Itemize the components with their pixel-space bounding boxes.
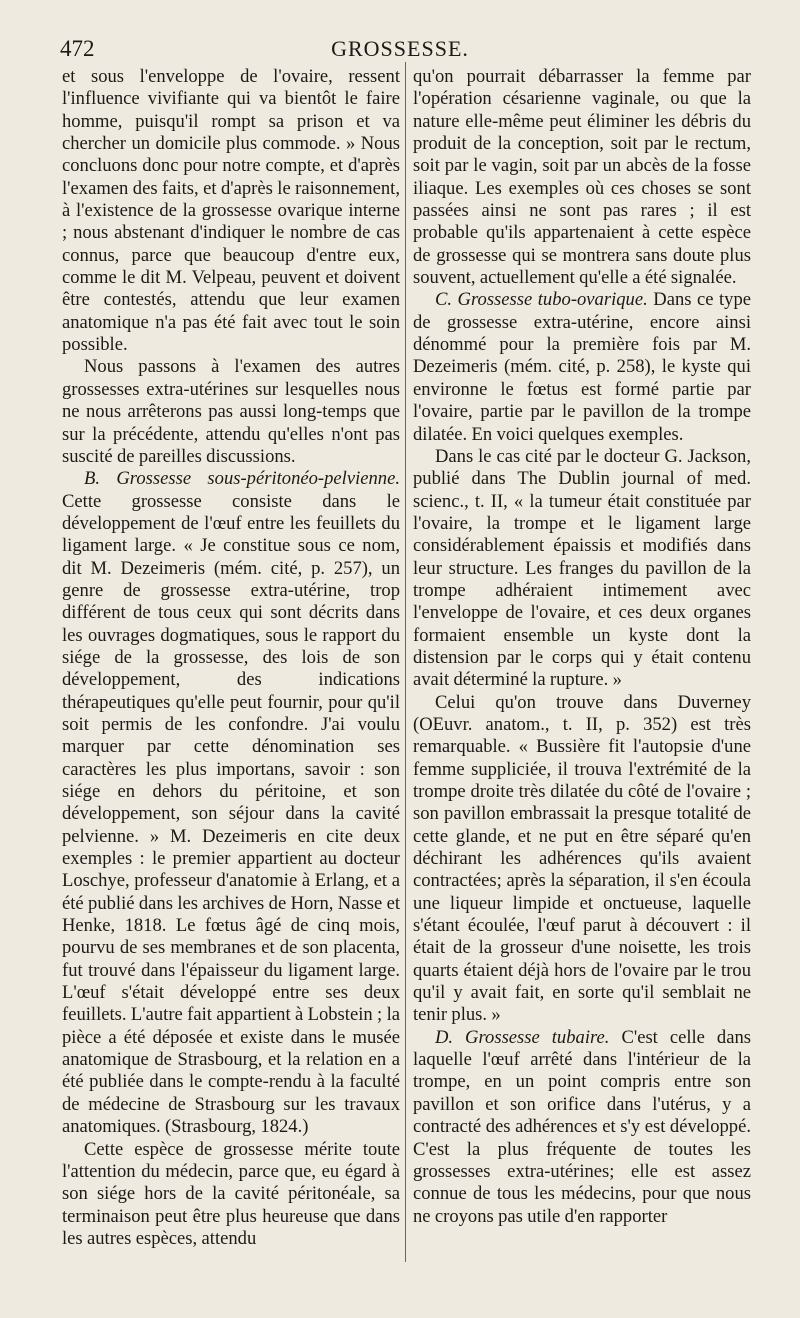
column-divider xyxy=(405,62,406,1262)
page-header xyxy=(0,36,800,68)
paragraph-continuation: qu'on pourrait débarrasser la femme par l'opération césarienne vaginale, ou que la nature elle-même peut éliminer les débris du produit de la conception, soit par le rectum, soit par le vagin, soit par un abcès de la fosse iliaque. Les exemples où ces choses se sont passées ainsi ne sont pas rares ; il est probable qu'ils appartenaient à cette espèce de grossesse qui se montrera sans doute plus souvent, actuellement qu'elle a été signalée. xyxy=(413,66,751,289)
section-heading-d: D. Grossesse tubaire. xyxy=(435,1026,610,1048)
paragraph: Celui qu'on trouve dans Duverney (OEuvr. anatom., t. II, p. 352) est très remarquable. « Bussière fit l'autopsie d'une femme suppliciée, il trouva l'extrémité de la trompe droite très dilatée du côté de l'ovaire ; son pavillon embrassait la presque totalité de cette glande, et ne put en être séparé qu'en déchirant les adhérences qu'ils avaient contractées; après la séparation, il s'en écoula une liqueur limpide et onctueuse, laquelle s'étant écoulée, l'œuf parut à découvert : il était de la grosseur d'une noisette, les trois quarts étaient déjà hors de l'ovaire par le trou qu'il y avait fait, en sorte qu'il semblait ne tenir plus. » xyxy=(413,691,751,1026)
left-column xyxy=(62,66,400,1250)
page-number: 472 xyxy=(60,36,95,61)
section-text-d: C'est celle dans laquelle l'œuf arrêté dans l'intérieur de la trompe, en un point compris entre son pavillon et son orifice dans l'utérus, y a contracté des adhérences et s'y est développé. C'est la plus fréquente de toutes les grossesses extra-utérines; elle est assez connue de tous les médecins, pour que nous ne croyons pas utile d'en rapporter xyxy=(413,1026,751,1227)
paragraph-continuation: et sous l'enveloppe de l'ovaire, ressent l'influence vivifiante qui va bientôt le faire homme, puisqu'il rompt sa prison et va chercher un domicile plus commode. » Nous concluons donc pour notre compte, et d'après l'examen des faits, et d'après le raisonnement, à l'existence de la grossesse ovarique interne ; nous abstenant d'indiquer le nombre de cas connus, parce que beaucoup d'entre eux, comme le dit M. Velpeau, peuvent et doivent être contestés, attendu que leur examen anatomique n'a pas été fait avec tout le soin possible. xyxy=(62,66,400,356)
section-paragraph-d xyxy=(413,1027,751,1228)
section-heading-c: C. Grossesse tubo-ovarique. xyxy=(435,289,648,311)
section-paragraph-b xyxy=(62,468,400,1138)
section-text-c: Dans ce type de grossesse extra-utérine, encore ainsi dénommé pour la première fois par M. Dezeimeris (mém. cité, p. 258), le kyste qui environne le fœtus est formé partie par l'ovaire, partie par le pavillon de la trompe dilatée. En voici quelques exemples. xyxy=(413,289,751,445)
running-head: GROSSESSE. xyxy=(331,36,469,61)
paragraph: Nous passons à l'examen des autres grossesses extra-utérines sur lesquelles nous ne nous arrêterons pas aussi long-temps que sur la précédente, attendu qu'elles n'ont pas suscité de pareilles discussions. xyxy=(62,356,400,467)
paragraph: Cette espèce de grossesse mérite toute l'attention du médecin, parce que, eu égard à son siége hors de la cavité péritonéale, sa terminaison peut être plus heureuse que dans les autres espèces, attendu xyxy=(62,1138,400,1249)
section-heading-b: B. Grossesse sous-péritonéo-pelvienne. xyxy=(84,468,400,490)
paragraph: Dans le cas cité par le docteur G. Jackson, publié dans The Dublin journal of med. scienc., t. II, « la tumeur était constituée par l'ovaire, la trompe et le ligament large considérablement épaissis et modifiés dans leur structure. Les franges du pavillon de la trompe adhéraient intimement avec l'enveloppe de l'ovaire, et ces deux organes formaient ensemble un kyste dont la distension par le corps qui y était contenu avait déterminé la rupture. » xyxy=(413,445,751,691)
section-text-b: Cette grossesse consiste dans le développement de l'œuf entre les feuillets du ligament large. « Je constitue sous ce nom, dit M. Dezeimeris (mém. cité, p. 257), un genre de grossesse extra-utérine, trop différent de tous ceux qui sont décrits dans les ouvrages dogmatiques, sous le rapport du siége de la grossesse, des lois de son développement, des indications thérapeutiques qu'elle peut fournir, pour qu'il soit permis de les confondre. J'ai voulu marquer par cette dénomination ses caractères les plus importans, savoir : son siége en dehors du péritoine, et son développement, son séjour dans la cavité pelvienne. » M. Dezeimeris en cite deux exemples : le premier appartient au docteur Loschye, professeur d'anatomie à Erlang, et a été publié dans les archives de Horn, Nasse et Henke, 1818. Le fœtus âgé de cinq mois, pourvu de ses membranes et de son placenta, fut trouvé dans l'épaisseur du ligament large. L'œuf s'était développé entre ses deux feuillets. L'autre fait appartient à Lobstein ; la pièce a été déposée et existe dans le musée anatomique de Strasbourg, et la relation en a été publiée dans le compte-rendu à la faculté de médecine de Strasbourg sur les travaux anatomiques. (Strasbourg, 1824.) xyxy=(62,490,400,1138)
section-paragraph-c xyxy=(413,289,751,445)
right-column xyxy=(413,66,751,1228)
